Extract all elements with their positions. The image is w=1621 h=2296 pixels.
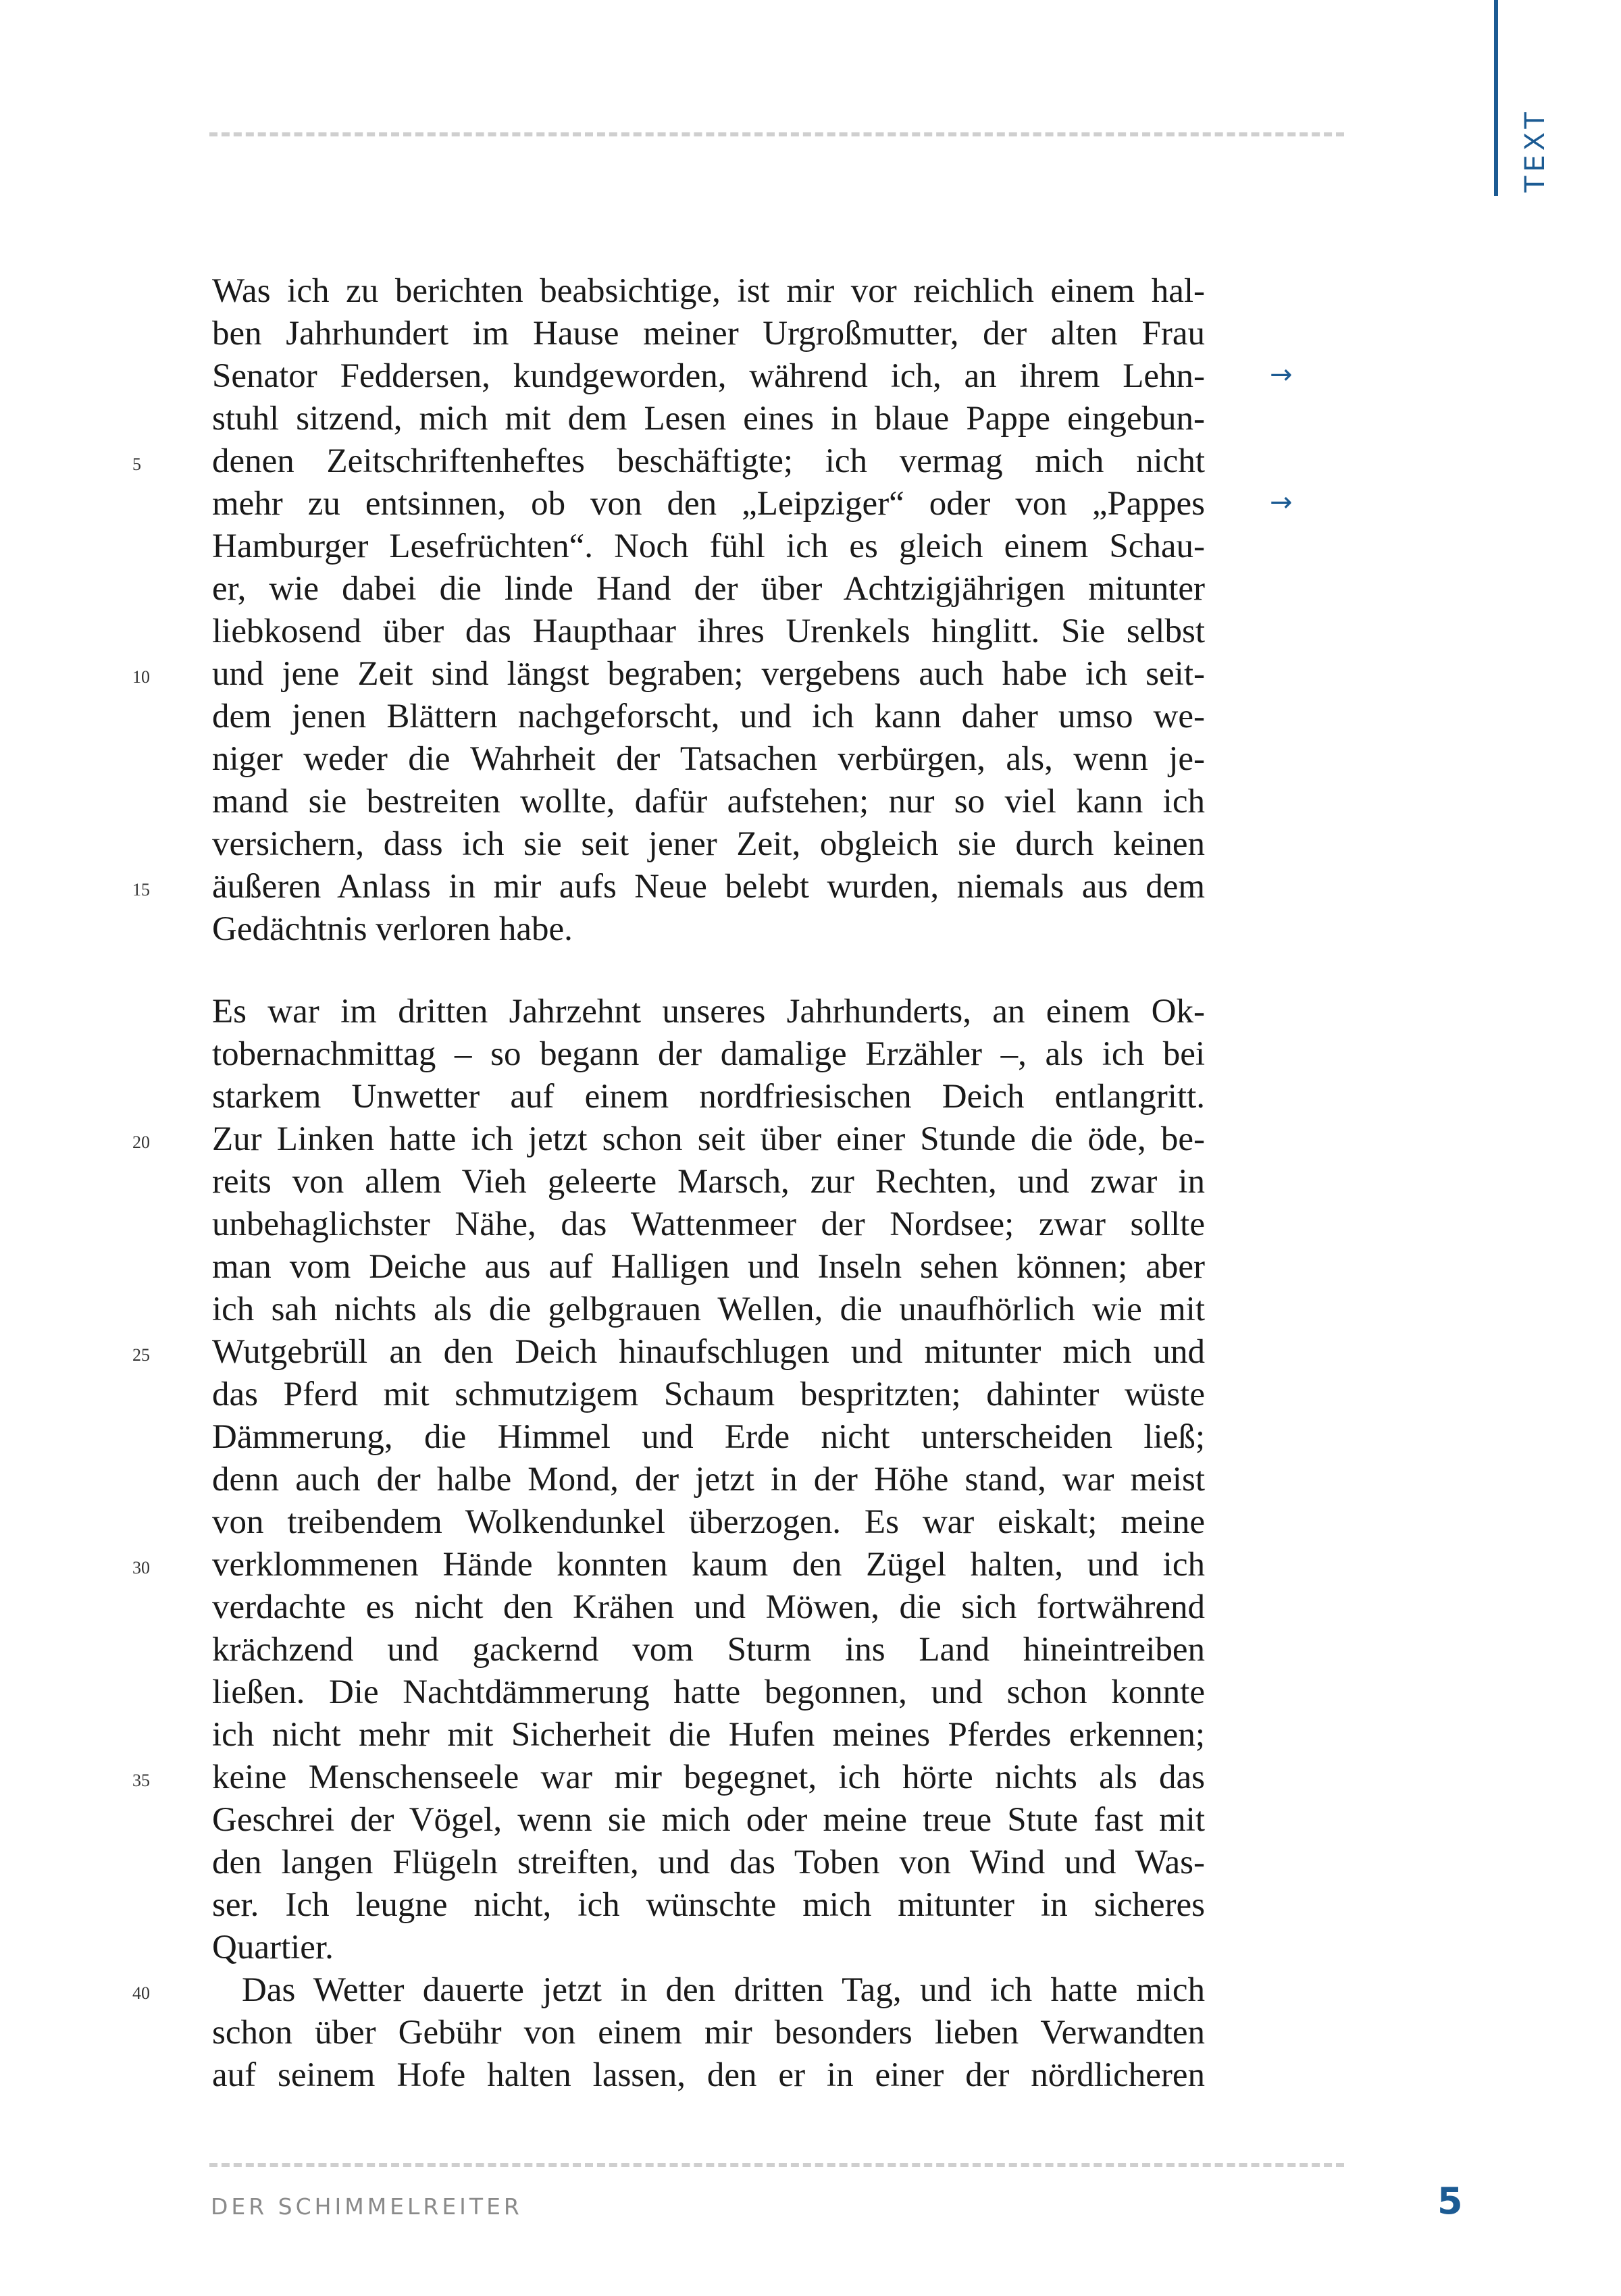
- text-line: ließen. Die Nachtdämmerung hatte begonnen, und schon konnte: [212, 1673, 1205, 1711]
- text-line: äußeren Anlass in mir aufs Neue belebt wurden, niemals aus dem 15: [212, 866, 1205, 908]
- line-number: 25: [132, 1345, 150, 1365]
- text-line: Quartier.: [212, 1929, 334, 1966]
- text-line: starkem Unwetter auf einem nordfriesischen Deich entlangritt.: [212, 1078, 1205, 1116]
- line-number: 20: [132, 1132, 150, 1152]
- footer-rule: [209, 2163, 1344, 2167]
- text-line: auf seinem Hofe halten lassen, den er in einer der nördlicheren: [212, 2056, 1205, 2094]
- line-number: 10: [132, 667, 150, 687]
- paragraph-gap: [212, 951, 1205, 991]
- text-line: Was ich zu berichten beabsichtige, ist mir vor reichlich einem hal-: [212, 272, 1205, 310]
- text-line: ben Jahrhundert im Hause meiner Urgroßmutter, der alten Frau: [212, 315, 1205, 353]
- text-line: mehr zu entsinnen, ob von den „Leipziger“ oder von „Pappes: [212, 485, 1205, 523]
- text-line: keine Menschenseele war mir begegnet, ich hörte nichts als das 35: [212, 1756, 1205, 1799]
- text-line: liebkosend über das Haupthaar ihres Urenkels hinglitt. Sie selbst: [212, 612, 1205, 650]
- text-line: Zur Linken hatte ich jetzt schon seit über einer Stunde die öde, be- 20: [212, 1118, 1205, 1161]
- text-line: Senator Feddersen, kundgeworden, während ich, an ihrem Lehn-: [212, 357, 1205, 395]
- text-line: Es war im dritten Jahrzehnt unseres Jahrhunderts, an einem Ok-: [212, 993, 1205, 1030]
- text-line: und jene Zeit sind längst begraben; vergebens auch habe ich seit- 10: [212, 653, 1205, 696]
- text-line: reits von allem Vieh geleerte Marsch, zur Rechten, und zwar in: [212, 1163, 1205, 1201]
- arrow-right-icon: →: [1270, 487, 1293, 518]
- text-line: den langen Flügeln streiften, und das Toben von Wind und Was-: [212, 1844, 1205, 1881]
- text-line: von treibendem Wolkendunkel überzogen. Es war eiskalt; meine: [212, 1503, 1205, 1541]
- text-line: Gedächtnis verloren habe.: [212, 910, 573, 948]
- text-line: mand sie bestreiten wollte, dafür aufstehen; nur so viel kann ich: [212, 783, 1205, 820]
- text-line: Das Wetter dauerte jetzt in den dritten Tag, und ich hatte mich 40: [212, 1969, 1205, 2012]
- section-tab-label: TEXT: [1520, 108, 1551, 192]
- arrow-right-icon: →: [1270, 359, 1293, 390]
- text-line: ich nicht mehr mit Sicherheit die Hufen meines Pferdes erkennen;: [212, 1716, 1205, 1754]
- text-line: ich sah nichts als die gelbgrauen Wellen, die unaufhörlich wie mit: [212, 1290, 1205, 1328]
- page-number: 5: [1437, 2180, 1463, 2222]
- text-line: verklommenen Hände konnten kaum den Zügel halten, und ich 30: [212, 1544, 1205, 1586]
- text-line: niger weder die Wahrheit der Tatsachen verbürgen, als, wenn je-: [212, 740, 1205, 778]
- body-text: [132, 270, 1205, 2097]
- header-rule: [209, 132, 1344, 136]
- text-line: Dämmerung, die Himmel und Erde nicht unterscheiden ließ;: [212, 1418, 1205, 1456]
- line-number: 30: [132, 1558, 150, 1577]
- line-number: 5: [132, 454, 141, 474]
- text-line: verdachte es nicht den Krähen und Möwen, die sich fortwährend: [212, 1588, 1205, 1626]
- text-line: schon über Gebühr von einem mir besonders lieben Verwandten: [212, 2014, 1205, 2052]
- section-tab-bar: [1494, 0, 1498, 196]
- text-line: man vom Deiche aus auf Halligen und Inseln sehen können; aber: [212, 1248, 1205, 1286]
- text-line: tobernachmittag – so begann der damalige Erzähler –, als ich bei: [212, 1035, 1205, 1073]
- text-line: Geschrei der Vögel, wenn sie mich oder meine treue Stute fast mit: [212, 1801, 1205, 1839]
- line-number: 35: [132, 1771, 150, 1790]
- text-line: ser. Ich leugne nicht, ich wünschte mich mitunter in sicheres: [212, 1886, 1205, 1924]
- text-line: das Pferd mit schmutzigem Schaum bespritzten; dahinter wüste: [212, 1376, 1205, 1413]
- text-line: er, wie dabei die linde Hand der über Achtzigjährigen mitunter: [212, 570, 1205, 608]
- text-line: dem jenen Blättern nachgeforscht, und ich kann daher umso we-: [212, 698, 1205, 735]
- text-line: Hamburger Lesefrüchten“. Noch fühl ich es gleich einem Schau-: [212, 527, 1205, 565]
- text-line: denn auch der halbe Mond, der jetzt in der Höhe stand, war meist: [212, 1461, 1205, 1498]
- text-line: stuhl sitzend, mich mit dem Lesen eines in blaue Pappe eingebun-: [212, 400, 1205, 438]
- line-number: 40: [132, 1983, 150, 2003]
- text-line: unbehaglichster Nähe, das Wattenmeer der Nordsee; zwar sollte: [212, 1205, 1205, 1243]
- text-line: krächzend und gackernd vom Sturm ins Land hineintreiben: [212, 1631, 1205, 1669]
- text-line: denen Zeitschriftenheftes beschäftigte; ich vermag mich nicht 5: [212, 440, 1205, 483]
- line-number: 15: [132, 880, 150, 899]
- text-line: versichern, dass ich sie seit jener Zeit, obgleich sie durch keinen: [212, 825, 1205, 863]
- running-footer-title: DER SCHIMMELREITER: [211, 2193, 523, 2220]
- text-line: Wutgebrüll an den Deich hinaufschlugen und mitunter mich und 25: [212, 1331, 1205, 1374]
